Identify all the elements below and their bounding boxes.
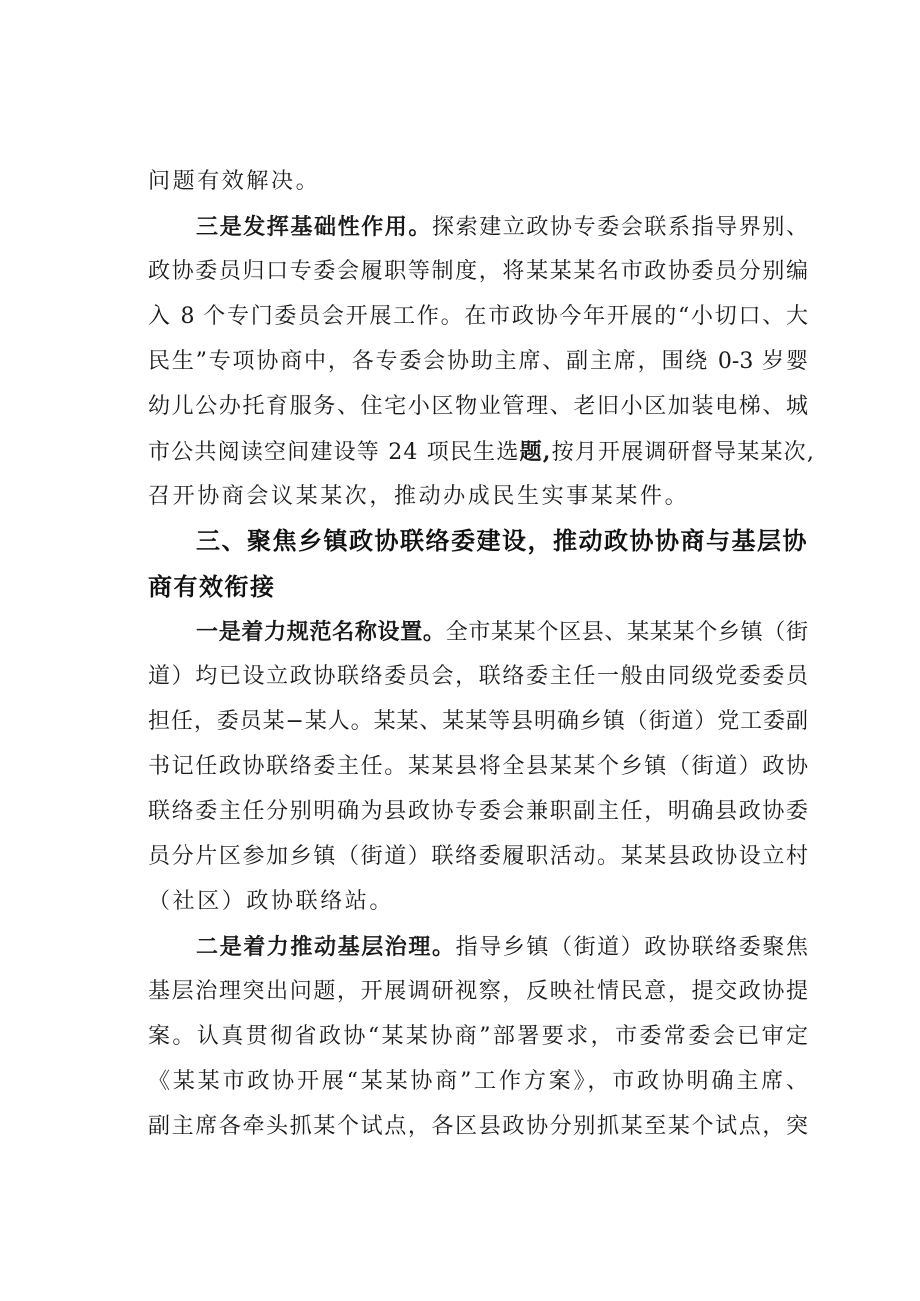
paragraph-lead-bold: 三是发挥基础性作用。 xyxy=(196,214,432,240)
paragraph-line: 入 8 个专门委员会开展工作。在市政协今年开展的“小切口、大 xyxy=(148,304,808,329)
paragraph-text: 按月开展调研督导某某次, xyxy=(551,440,816,465)
paragraph-line: 副主席各牵头抓某个试点，各区县政协分别抓某至某个试点，突 xyxy=(148,1114,808,1139)
paragraph-text: 探索建立政协专委会联系指导界别、 xyxy=(432,215,808,240)
paragraph-text: 指导乡镇（街道）政协联络委聚焦 xyxy=(455,935,808,960)
section-heading: 商有效衔接 xyxy=(148,573,276,601)
paragraph-line: 员分片区参加乡镇（街道）联络委履职活动。某某县政协设立村 xyxy=(148,844,808,869)
section-heading: 三、聚焦乡镇政协联络委建设，推动政协协商与基层协 xyxy=(196,527,808,555)
paragraph-line xyxy=(148,437,816,467)
paragraph-line: 道）均已设立政协联络委员会，联络委主任一般由同级党委委员 xyxy=(148,664,808,689)
paragraph-line: 问题有效解决。 xyxy=(148,169,321,194)
paragraph-line: 民生”专项协商中，各专委会协助主席、副主席，围绕 0-3 岁婴 xyxy=(148,349,808,374)
paragraph-line: 基层治理突出问题，开展调研视察，反映社情民意，提交政协提 xyxy=(148,979,808,1004)
paragraph-line: 幼儿公办托育服务、住宅小区物业管理、老旧小区加装电梯、城 xyxy=(148,394,808,419)
paragraph-lead-bold: 二是着力推动基层治理。 xyxy=(196,934,456,960)
paragraph-line xyxy=(196,932,808,962)
paragraph-text: 全市某某个区县、某某某个乡镇（街 xyxy=(445,620,808,645)
paragraph-line: 政协委员归口专委会履职等制度，将某某某名市政协委员分别编 xyxy=(148,259,808,284)
paragraph-line: 案。认真贯彻省政协“某某协商”部署要求，市委常委会已审定 xyxy=(148,1024,808,1049)
paragraph-line: （社区）政协联络站。 xyxy=(148,889,395,914)
paragraph-line: 联络委主任分别明确为县政协专委会兼职副主任，明确县政协委 xyxy=(148,799,808,824)
paragraph-text: 市公共阅读空间建设等 24 项民生选 xyxy=(148,440,520,465)
paragraph-text-bold: 题, xyxy=(519,439,552,465)
paragraph-line: 《某某市政协开展“某某协商”工作方案》，市政协明确主席、 xyxy=(148,1069,808,1094)
paragraph-line: 担任，委员某−某人。某某、某某等县明确乡镇（街道）党工委副 xyxy=(148,709,808,734)
paragraph-lead-bold: 一是着力规范名称设置。 xyxy=(196,619,446,645)
paragraph-line xyxy=(196,212,808,242)
paragraph-line: 书记任政协联络委主任。某某县将全县某某个乡镇（街道）政协 xyxy=(148,754,808,779)
paragraph-line: 召开协商会议某某次，推动办成民生实事某某件。 xyxy=(148,484,690,509)
paragraph-line xyxy=(196,617,808,647)
